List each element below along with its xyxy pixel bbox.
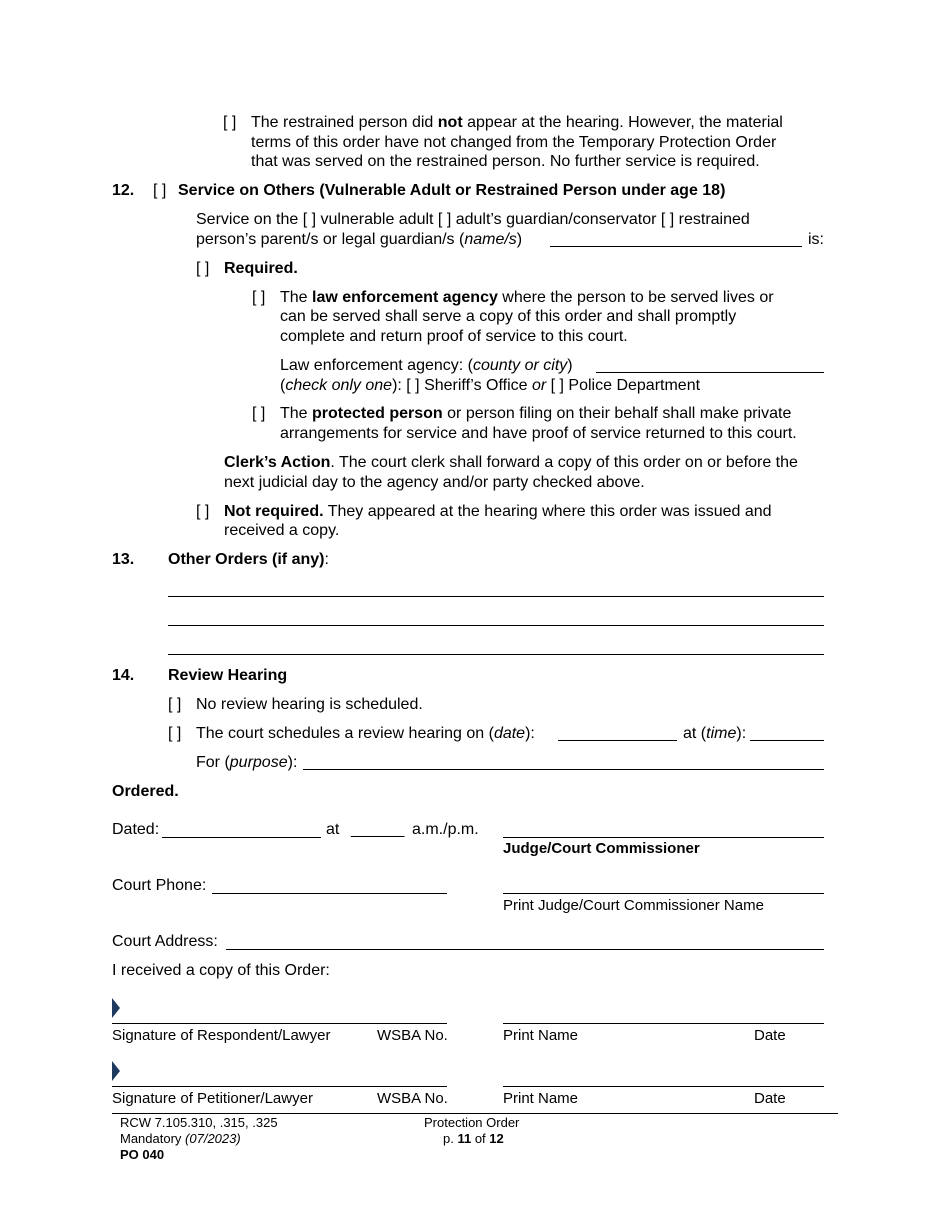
notreq-line1: [224, 502, 772, 521]
no-review-option: No review hearing is scheduled.: [196, 696, 423, 713]
text: ):: [525, 725, 535, 742]
text: The: [280, 405, 313, 422]
wsba-label: WSBA No.: [377, 1027, 448, 1044]
text: ):: [736, 725, 747, 742]
signature-line[interactable]: [112, 1086, 447, 1087]
date-label: Date: [754, 1027, 786, 1044]
text-bold: not: [437, 114, 463, 131]
text-italic: or: [531, 377, 547, 394]
text: [ ] Police Department: [546, 377, 701, 394]
text: :: [324, 551, 329, 568]
clerk-line1: [224, 453, 798, 472]
text: ): [516, 231, 523, 248]
section-number: 13.: [112, 551, 135, 568]
footer-title: Protection Order: [424, 1115, 520, 1130]
dated-label: Dated:: [112, 821, 160, 838]
review-date-field[interactable]: [558, 740, 677, 741]
court-phone-label: Court Phone:: [112, 877, 207, 894]
court-address-label: Court Address:: [112, 933, 218, 950]
check-only-one: [280, 376, 700, 395]
names-field[interactable]: [550, 246, 802, 247]
text: Law enforcement agency: (: [280, 357, 473, 374]
footer-form: PO 040: [120, 1147, 165, 1162]
date-label: Date: [754, 1090, 786, 1107]
sign-here-marker: [112, 998, 120, 1018]
checkbox[interactable]: [ ]: [252, 405, 266, 422]
text-bold: Clerk’s Action: [224, 454, 331, 471]
service-intro-line1: Service on the [ ] vulnerable adult [ ] adult’s guardian/conservator [ ] restrained: [196, 211, 750, 228]
agency-label: [280, 356, 573, 375]
footer-page: [443, 1131, 504, 1147]
checkbox[interactable]: [ ]: [153, 182, 167, 199]
review-time-field[interactable]: [750, 740, 824, 741]
section-title: Service on Others (Vulnerable Adult or Restrained Person under age 18): [178, 182, 726, 199]
dated-field[interactable]: [162, 837, 321, 838]
print-name-label: Print Name: [503, 1027, 579, 1044]
pp-line2: arrangements for service and have proof of service returned to this court.: [280, 425, 797, 442]
checkbox[interactable]: [ ]: [168, 696, 182, 713]
text: The: [280, 289, 313, 306]
court-phone-field[interactable]: [212, 893, 447, 894]
signature-label: Signature of Petitioner/Lawyer: [112, 1090, 313, 1107]
text-bold: Other Orders (if any): [168, 551, 325, 568]
footer-rcw: RCW 7.105.310, .315, .325: [120, 1115, 278, 1130]
text: ): [ ] Sheriff’s Office: [392, 377, 532, 394]
checkbox[interactable]: [ ]: [196, 503, 210, 520]
intro-end: is:: [808, 231, 824, 248]
checkbox[interactable]: [ ]: [223, 114, 237, 131]
le-line3: complete and return proof of service to this court.: [280, 328, 628, 345]
text: The court schedules a review hearing on (: [196, 725, 494, 742]
text-bold: 11: [457, 1131, 472, 1146]
received-label: I received a copy of this Order:: [112, 962, 330, 979]
review-option: [196, 724, 535, 743]
sign-here-marker: [112, 1061, 120, 1081]
text: The restrained person did: [251, 114, 438, 131]
notreq-line2: received a copy.: [224, 522, 340, 539]
other-orders-line[interactable]: [168, 654, 824, 655]
text-italic: check only one: [285, 377, 393, 394]
review-time-label: [683, 724, 746, 743]
ordered-label: Ordered.: [112, 783, 179, 800]
section-title: [168, 550, 329, 569]
text: They appeared at the hearing where this order was issued and: [323, 503, 772, 520]
text: For (: [196, 754, 230, 771]
pp-line1: [280, 404, 791, 423]
text-bold: law enforcement agency: [312, 289, 498, 306]
judge-signature-line[interactable]: [503, 837, 824, 838]
required-label: Required.: [224, 260, 298, 277]
text-italic: (07/2023): [185, 1131, 241, 1146]
print-name-line[interactable]: [503, 1086, 824, 1087]
text-italic: time: [706, 725, 737, 742]
text: ): [567, 357, 573, 374]
text: where the person to be served lives or: [497, 289, 774, 306]
text: . The court clerk shall forward a copy of this order on or before the: [330, 454, 798, 471]
checkbox[interactable]: [ ]: [252, 289, 266, 306]
signature-line[interactable]: [112, 1023, 447, 1024]
print-name-label: Print Name: [503, 1090, 579, 1107]
print-judge-line[interactable]: [503, 893, 824, 894]
text-bold: Not required.: [224, 503, 324, 520]
signature-label: Signature of Respondent/Lawyer: [112, 1027, 331, 1044]
sec11-line2: terms of this order have not changed from the Temporary Protection Order: [251, 134, 777, 151]
text: p.: [443, 1131, 458, 1146]
text-italic: purpose: [229, 754, 288, 771]
section-title: Review Hearing: [168, 667, 288, 684]
text-bold: 12: [489, 1131, 504, 1146]
section-number: 12.: [112, 182, 135, 199]
footer-mandatory: [120, 1131, 241, 1147]
wsba-label: WSBA No.: [377, 1090, 448, 1107]
time-blank[interactable]: ______: [351, 821, 405, 838]
judge-label: Judge/Court Commissioner: [503, 840, 700, 857]
text: at (: [683, 725, 707, 742]
text: appear at the hearing. However, the material: [462, 114, 783, 131]
text: (: [280, 377, 286, 394]
footer-rule: [112, 1113, 838, 1114]
purpose-field[interactable]: [303, 769, 824, 770]
service-intro-line2: [196, 230, 522, 249]
text: or person filing on their behalf shall make private: [442, 405, 792, 422]
text: Mandatory: [120, 1131, 186, 1146]
text-italic: name/s: [464, 231, 517, 248]
agency-field[interactable]: [596, 372, 824, 373]
text-italic: county or city: [473, 357, 568, 374]
print-name-line[interactable]: [503, 1023, 824, 1024]
other-orders-line[interactable]: [168, 596, 824, 597]
sec11-line1: [251, 113, 783, 132]
court-address-field[interactable]: [226, 949, 824, 950]
sec11-line3: that was served on the restrained person. No further service is required.: [251, 153, 760, 170]
text: person’s parent/s or legal guardian/s (: [196, 231, 465, 248]
clerk-line2: next judicial day to the agency and/or party checked above.: [224, 474, 645, 491]
at-label: at: [326, 821, 340, 838]
checkbox[interactable]: [ ]: [196, 260, 210, 277]
purpose-label: [196, 753, 297, 772]
print-judge-label: Print Judge/Court Commissioner Name: [503, 897, 764, 914]
other-orders-line[interactable]: [168, 625, 824, 626]
text-italic: date: [493, 725, 526, 742]
checkbox[interactable]: [ ]: [168, 725, 182, 742]
le-line2: can be served shall serve a copy of this order and shall promptly: [280, 308, 737, 325]
text: of: [471, 1131, 490, 1146]
text: ):: [287, 754, 298, 771]
le-line1: [280, 288, 774, 307]
section-number: 14.: [112, 667, 135, 684]
ampm-label: a.m./p.m.: [412, 821, 479, 838]
text-bold: protected person: [312, 405, 443, 422]
